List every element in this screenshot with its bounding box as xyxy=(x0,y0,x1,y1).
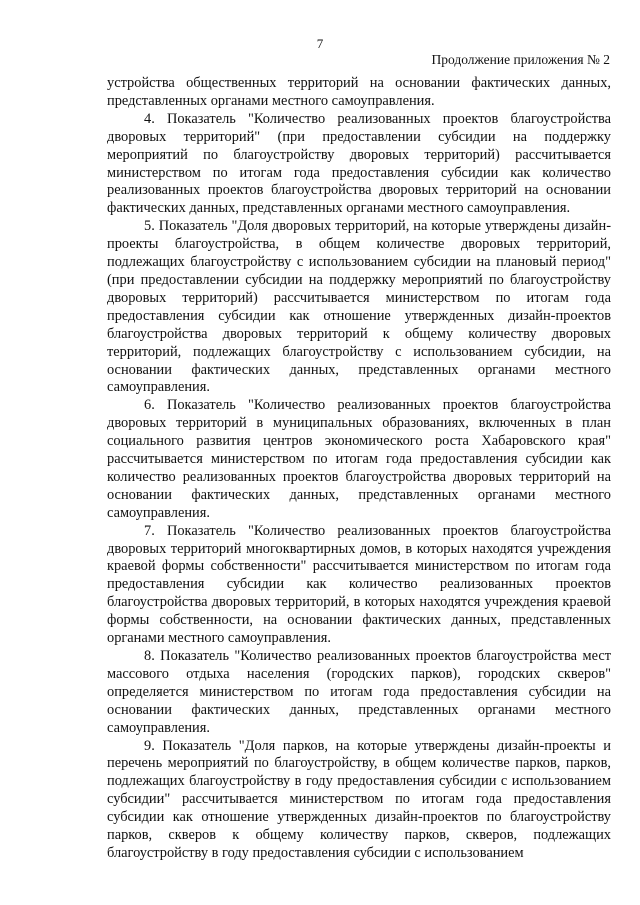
paragraph-indicator-4: 4. Показатель "Количество реализованных проектов благоустройства дворовых территорий" (при предоставлении субсидии на поддержку мероприятий по благоустройству дворовых территорий) рассчитывается министерством по итогам года предоставления субсидии как количество реализованных проектов благоустройства дворовых территорий на основании фактических данных, представленных органами местного самоуправления. xyxy=(107,110,611,217)
paragraph-indicator-8: 8. Показатель "Количество реализованных проектов благоустройства мест массового отдыха населения (городских парков), городских скверов" определяется министерством по итогам года предоставления субсидии на основании фактических данных, представленных органами местного самоуправления. xyxy=(107,648,611,736)
paragraph-indicator-5: 5. Показатель "Доля дворовых территорий, на которые утверждены дизайн-проекты благоустройства, в общем количестве дворовых территорий, подлежащих благоустройству с использованием субсидии на плановый период" (при предоставлении субсидии на поддержку мероприятий по благоустройству дворовых территорий) рассчитывается министерством по итогам года предоставления субсидии как отношение утвержденных дизайн-проектов благоустройства дворовых территорий к общему количеству дворовых территорий, подлежащих благоустройству с использованием субсидии, на основании фактических данных, представленных органами местного самоуправления. xyxy=(107,218,611,396)
paragraph-continued: устройства общественных территорий на основании фактических данных, представленных органами местного самоуправления. xyxy=(107,75,611,109)
paragraph-indicator-9: 9. Показатель "Доля парков, на которые утверждены дизайн-проекты и перечень мероприятий по благоустройству, в общем количестве парков, парков, подлежащих благоустройству в году предоставления субсидии с использованием субсидии" рассчитывается министерством по итогам года предоставления субсидии как отношение утвержденных дизайн-проектов по благоустройству парков, скверов к общему количеству парков, скверов, подлежащих благоустройству в году предоставления субсидии с использованием xyxy=(107,737,611,861)
appendix-continuation-label: Продолжение приложения № 2 xyxy=(431,52,610,67)
document-body xyxy=(107,75,611,863)
page-number: 7 xyxy=(316,36,324,51)
paragraph-indicator-7: 7. Показатель "Количество реализованных проектов благоустройства дворовых территорий многоквартирных домов, в которых находятся учреждения краевой формы собственности" рассчитывается министерством по итогам года предоставления субсидии как количество реализованных проектов благоустройства дворовых территорий, в которых находятся учреждения краевой формы собственности, на основании фактических данных, представленных органами местного самоуправления. xyxy=(107,522,611,647)
paragraph-indicator-6: 6. Показатель "Количество реализованных проектов благоустройства дворовых территорий в муниципальных образованиях, включенных в план социального развития центров экономического роста Хабаровского края" рассчитывается министерством по итогам года предоставления субсидии как количество реализованных проектов благоустройства дворовых территорий на основании фактических данных, представленных органами местного самоуправления. xyxy=(107,397,611,521)
